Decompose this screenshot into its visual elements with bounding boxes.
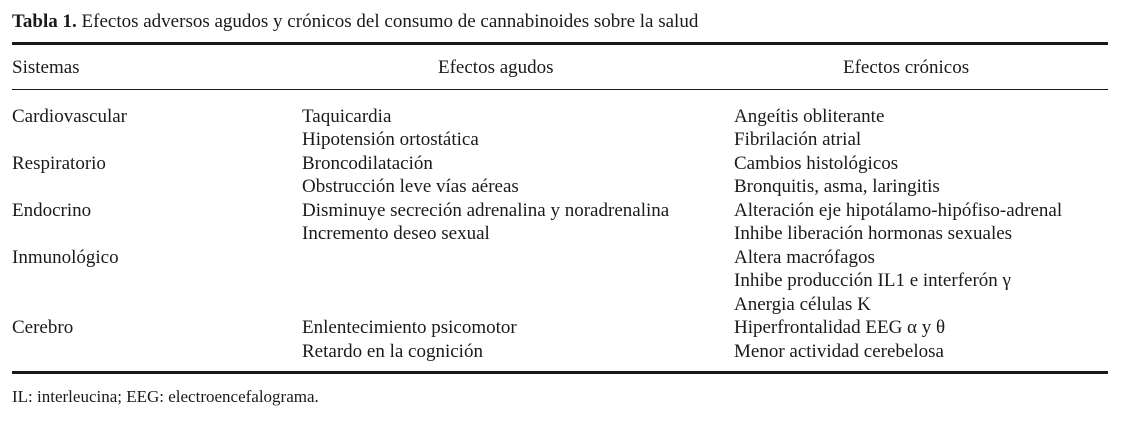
cell-chronic: Anergia células K: [734, 294, 871, 315]
cell-acute: Disminuye secreción adrenalina y noradrenalina: [302, 200, 670, 221]
top-rule: [12, 42, 1108, 45]
cell-chronic: Hiperfrontalidad EEG α y θ: [734, 317, 946, 338]
cell-chronic: Angeítis obliterante: [734, 106, 885, 127]
cell-chronic: Bronquitis, asma, laringitis: [734, 176, 940, 197]
header-systems: Sistemas: [12, 57, 80, 78]
cell-chronic: Cambios histológicos: [734, 153, 899, 174]
cell-system: Cerebro: [12, 317, 74, 338]
header-chronic: Efectos crónicos: [843, 57, 970, 78]
header-acute: Efectos agudos: [438, 57, 554, 78]
cell-chronic: Altera macrófagos: [734, 247, 875, 268]
cell-system: Cardiovascular: [12, 106, 128, 127]
cell-chronic: Fibrilación atrial: [734, 129, 862, 150]
cell-chronic: Inhibe producción IL1 e interferón γ: [734, 270, 1011, 291]
cell-system: Inmunológico: [12, 247, 119, 268]
cell-chronic: Inhibe liberación hormonas sexuales: [734, 223, 1013, 244]
cell-acute: Hipotensión ortostática: [302, 129, 479, 150]
table-caption-label: Tabla 1.: [12, 11, 77, 32]
cell-chronic: Menor actividad cerebelosa: [734, 341, 944, 362]
header-rule: [12, 89, 1108, 90]
cell-acute: Taquicardia: [302, 106, 392, 127]
cell-acute: Broncodilatación: [302, 153, 433, 174]
cell-acute: Incremento deseo sexual: [302, 223, 490, 244]
cell-chronic: Alteración eje hipotálamo-hipófiso-adrenal: [734, 200, 1063, 221]
bottom-rule: [12, 371, 1108, 374]
table-caption-text: Efectos adversos agudos y crónicos del consumo de cannabinoides sobre la salud: [81, 11, 699, 32]
cell-system: Endocrino: [12, 200, 92, 221]
cell-acute: Retardo en la cognición: [302, 341, 483, 362]
table-footnote: IL: interleucina; EEG: electroencefalograma.: [12, 387, 319, 406]
cell-acute: Obstrucción leve vías aéreas: [302, 176, 519, 197]
cell-system: Respiratorio: [12, 153, 106, 174]
cell-acute: Enlentecimiento psicomotor: [302, 317, 517, 338]
table-caption: [12, 11, 698, 33]
